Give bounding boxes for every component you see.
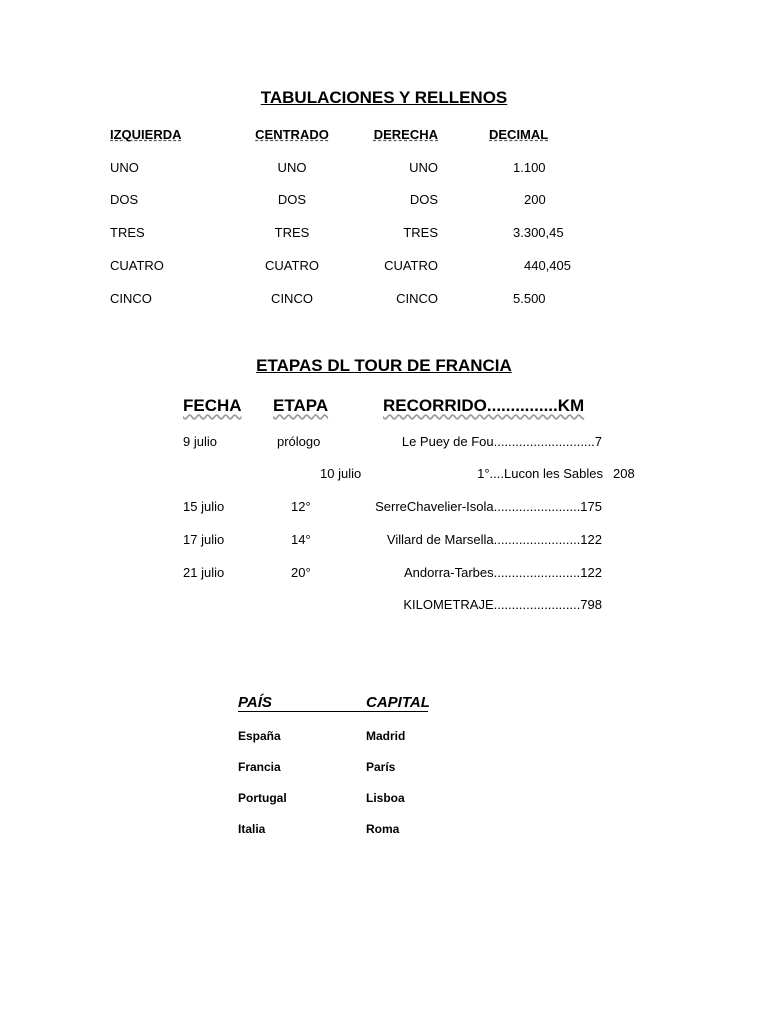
t2-row5-fecha: 21 julio [183, 565, 225, 580]
section1-title: TABULACIONES Y RELLENOS [260, 88, 508, 107]
t2-row5-recorrido: Andorra-Tarbes........................122 [404, 565, 602, 580]
row3-dec: 3.300,45 [513, 225, 564, 240]
row4-izq: CUATRO [110, 258, 164, 273]
row4-cen: CUATRO [265, 258, 319, 273]
t3-row1-capital: Madrid [366, 729, 406, 743]
row2-der: DOS [409, 192, 438, 207]
row4-dec: 440,405 [524, 258, 571, 273]
row3-cen: TRES [274, 225, 310, 240]
t3-row3-pais: Portugal [238, 791, 287, 805]
header-decimal: DECIMAL [489, 127, 549, 142]
t2-row2-etapa: 1°....Lucon les Sables [477, 466, 603, 481]
t2-row4-fecha: 17 julio [183, 532, 225, 547]
t3-row4-capital: Roma [366, 822, 400, 836]
row5-izq: CINCO [110, 291, 152, 306]
row1-izq: UNO [110, 160, 139, 175]
header-centrado: CENTRADO [255, 127, 329, 142]
t2-row3-recorrido: SerreChavelier-Isola........................175 [375, 499, 602, 514]
row2-izq: DOS [110, 192, 139, 207]
t2-row3-etapa: 12° [291, 499, 311, 514]
row2-cen: DOS [277, 192, 307, 207]
t3-row1-pais: España [238, 729, 281, 743]
t3-row4-pais: Italia [238, 822, 266, 836]
t2-row2-fecha: 10 julio [320, 466, 362, 481]
t2-row1-etapa: prólogo [277, 434, 321, 449]
section2-title: ETAPAS DL TOUR DE FRANCIA [256, 356, 512, 375]
row1-der: UNO [409, 160, 438, 175]
row5-dec: 5.500 [513, 291, 546, 306]
section3-header-underline [238, 711, 428, 712]
t2-row1-fecha: 9 julio [183, 434, 217, 449]
row2-dec: 200 [524, 192, 546, 207]
row3-izq: TRES [110, 225, 145, 240]
header-derecha: DERECHA [373, 127, 438, 142]
header-etapa: ETAPA [273, 396, 329, 415]
header-pais: PAÍS [238, 694, 272, 711]
row5-cen: CINCO [271, 291, 313, 306]
header-capital: CAPITAL [366, 694, 430, 711]
t2-row4-etapa: 14° [291, 532, 311, 547]
header-izquierda: IZQUIERDA [110, 127, 182, 142]
header-fecha: FECHA [183, 396, 242, 415]
row1-dec: 1.100 [513, 160, 546, 175]
t2-row4-recorrido: Villard de Marsella........................122 [386, 532, 602, 547]
t3-row2-capital: París [366, 760, 396, 774]
t2-row5-etapa: 20° [291, 565, 311, 580]
t2-total: KILOMETRAJE........................798 [403, 597, 602, 612]
t2-row2-km: 208 [613, 466, 635, 481]
t3-row3-capital: Lisboa [366, 791, 405, 805]
row1-cen: UNO [277, 160, 307, 175]
row5-der: CINCO [396, 291, 438, 306]
t3-row2-pais: Francia [238, 760, 281, 774]
row4-der: CUATRO [384, 258, 438, 273]
t2-row3-fecha: 15 julio [183, 499, 225, 514]
row3-der: TRES [403, 225, 438, 240]
t2-row1-recorrido: Le Puey de Fou............................7 [401, 434, 602, 449]
header-recorrido: RECORRIDO...............KM [383, 396, 585, 415]
